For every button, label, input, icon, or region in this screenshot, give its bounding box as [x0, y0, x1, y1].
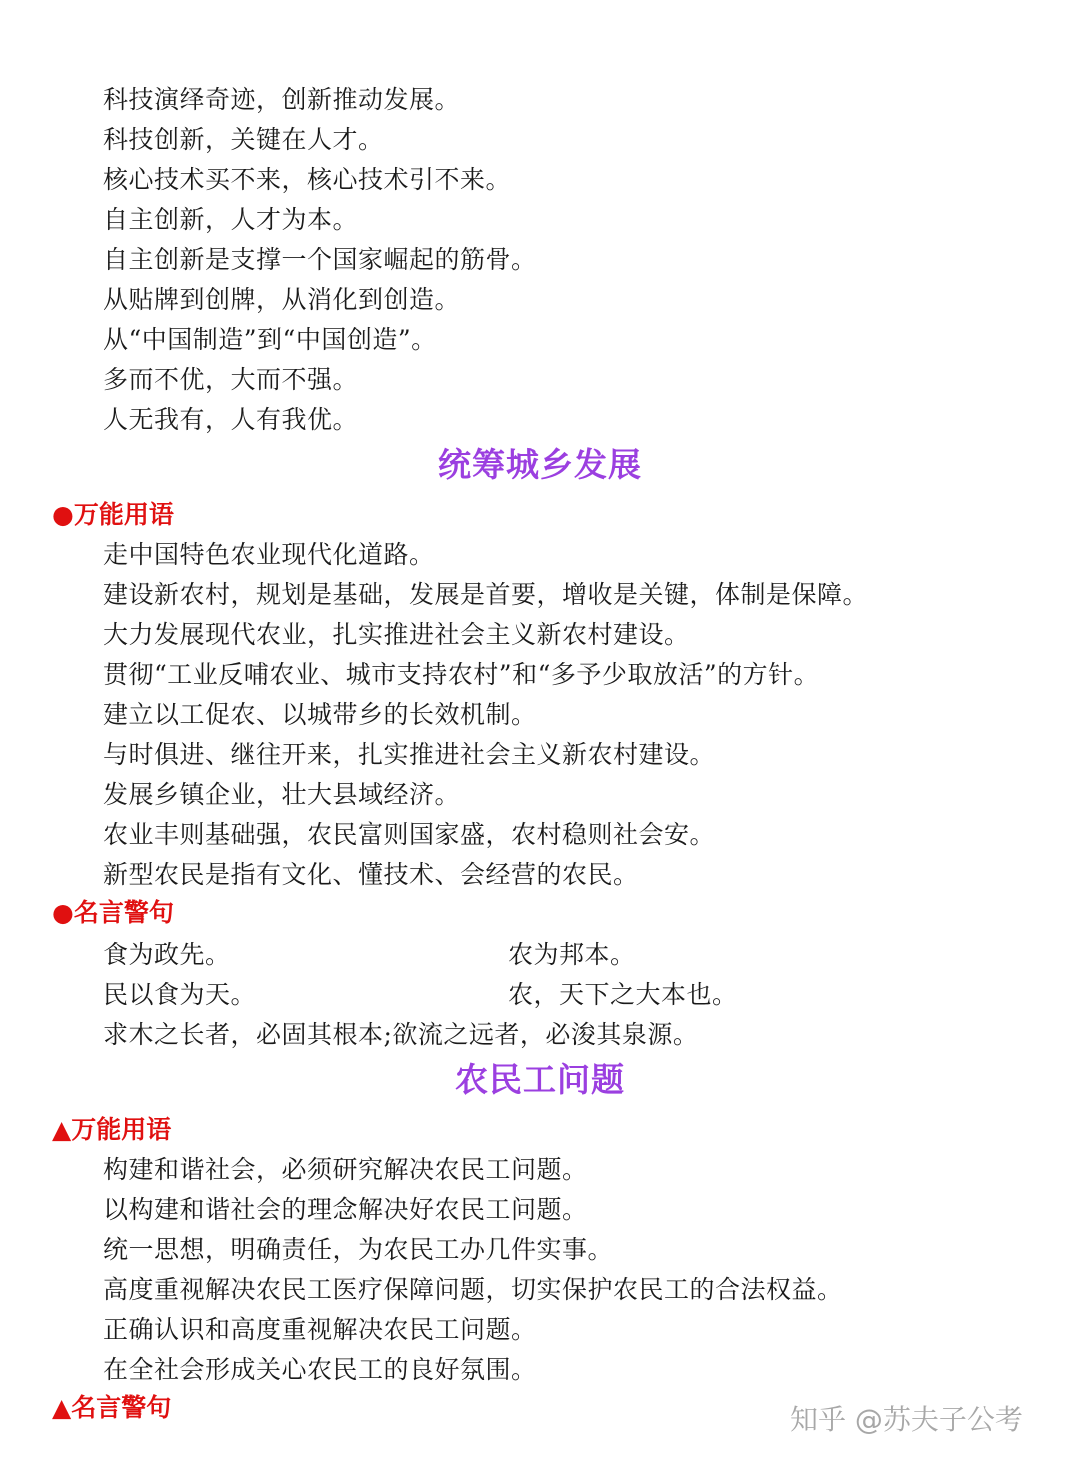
body-line: 从“中国制造”到“中国创造”。: [103, 325, 437, 354]
body-line: 多而不优，大而不强。: [103, 365, 359, 394]
subheading-phrases: ▲万能用语: [52, 1115, 172, 1144]
body-line: 与时俱进、继往开来，扎实推进社会主义新农村建设。: [103, 740, 716, 769]
subheading-quotes: ▲名言警句: [52, 1393, 172, 1422]
section-heading: 农民工问题: [455, 1060, 625, 1099]
body-line: 统一思想，明确责任，为农民工办几件实事。: [103, 1235, 614, 1264]
quote-line: 农，天下之大本也。: [508, 980, 738, 1009]
body-line: 自主创新，人才为本。: [103, 205, 359, 234]
body-line: 科技创新，关键在人才。: [103, 125, 384, 154]
watermark: 知乎 @苏夫子公考: [790, 1403, 1023, 1436]
body-line: 核心技术买不来，核心技术引不来。: [103, 165, 512, 194]
body-line: 人无我有，人有我优。: [103, 405, 359, 434]
quote-line: 农为邦本。: [508, 940, 636, 969]
body-line: 构建和谐社会，必须研究解决农民工问题。: [103, 1155, 588, 1184]
body-line: 新型农民是指有文化、懂技术、会经营的农民。: [103, 860, 639, 889]
subheading-quotes: ●名言警句: [52, 898, 174, 927]
subheading-phrases: ●万能用语: [52, 500, 174, 529]
body-line: 以构建和谐社会的理念解决好农民工问题。: [103, 1195, 588, 1224]
body-line: 自主创新是支撑一个国家崛起的筋骨。: [103, 245, 537, 274]
body-line: 发展乡镇企业，壮大县域经济。: [103, 780, 461, 809]
body-line: 贯彻“工业反哺农业、城市支持农村”和“多予少取放活”的方针。: [103, 660, 820, 689]
quote-line: 食为政先。: [103, 940, 231, 969]
body-line: 农业丰则基础强，农民富则国家盛，农村稳则社会安。: [103, 820, 716, 849]
quote-line: 民以食为天。: [103, 980, 257, 1009]
body-line: 科技演绎奇迹，创新推动发展。: [103, 85, 461, 114]
body-line: 建立以工促农、以城带乡的长效机制。: [103, 700, 537, 729]
body-line: 在全社会形成关心农民工的良好氛围。: [103, 1355, 537, 1384]
body-line: 正确认识和高度重视解决农民工问题。: [103, 1315, 537, 1344]
body-line: 大力发展现代农业，扎实推进社会主义新农村建设。: [103, 620, 690, 649]
section-heading: 统筹城乡发展: [438, 445, 642, 484]
body-line: 从贴牌到创牌，从消化到创造。: [103, 285, 461, 314]
body-line: 走中国特色农业现代化道路。: [103, 540, 435, 569]
body-line: 建设新农村，规划是基础，发展是首要，增收是关键，体制是保障。: [103, 580, 869, 609]
quote-line: 求木之长者，必固其根本;欲流之远者，必浚其泉源。: [103, 1020, 699, 1049]
body-line: 高度重视解决农民工医疗保障问题，切实保护农民工的合法权益。: [103, 1275, 843, 1304]
